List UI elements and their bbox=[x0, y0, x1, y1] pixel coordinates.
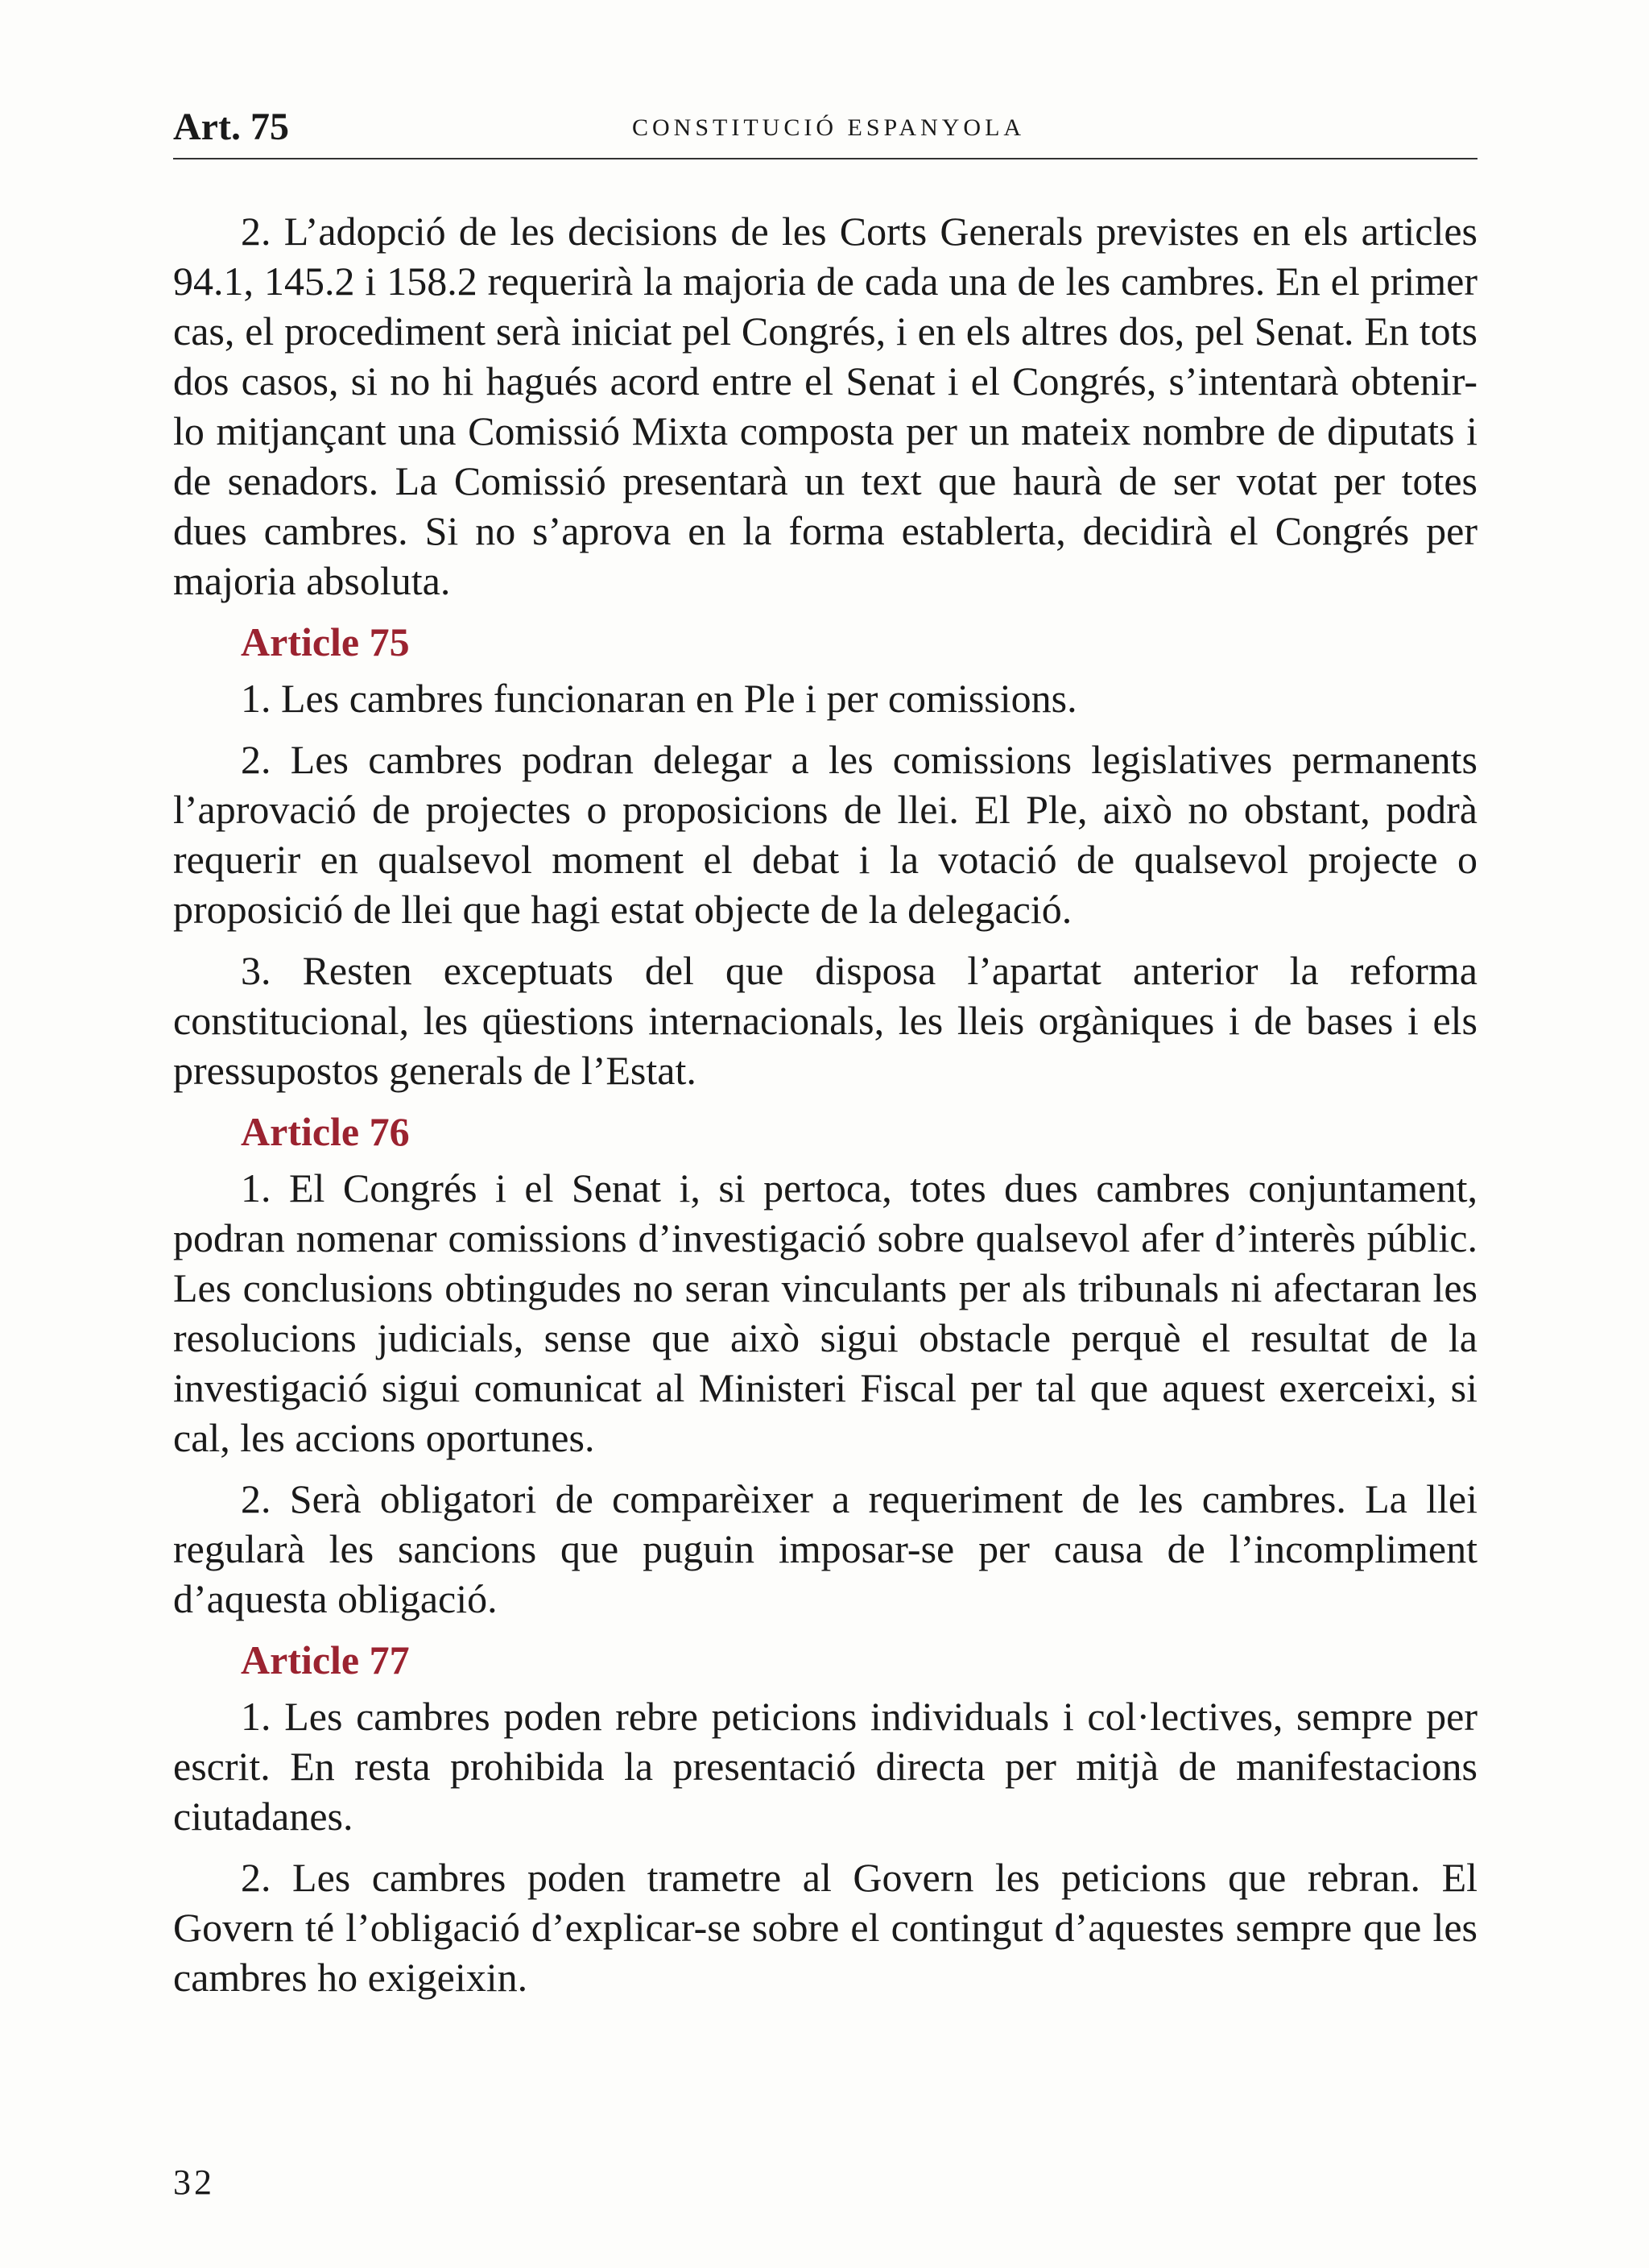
header-rule bbox=[173, 158, 1477, 159]
paragraph: 1. Les cambres funcionaran en Ple i per comissions. bbox=[241, 676, 1077, 721]
paragraph: 2. L’adopció de les decisions de les Corts Generals previstes en els articles 94.1, 145.2 i 158.2 requerirà la majoria de cada una de les cambres. En el primer cas, el procediment serà iniciat pel Congrés, i en els altres dos, pel Senat. En tots dos casos, si no hi hagués acord entre el Senat i el Congrés, s’intentarà obtenir-lo mitjançant una Comissió Mixta composta per un mateix nombre de diputats i de senadors. La Comissió presentarà un text que haurà de ser votat per totes dues cambres. Si no s’aprova en la forma establerta, decidirà el Congrés per majoria absoluta. bbox=[173, 209, 1477, 603]
paragraph: 1. El Congrés i el Senat i, si pertoca, totes dues cambres conjuntament, podran nomenar comissions d’investigació sobre qualsevol afer d’interès públic. Les conclusions obtingudes no seran vinculants per als tribunals ni afectaran les resolucions judicials, sense que això sigui obstacle perquè el resultat de la investigació sigui comunicat al Ministeri Fiscal per tal que aquest exerceixi, si cal, les accions oportunes. bbox=[173, 1165, 1477, 1460]
paragraph: 3. Resten exceptuats del que disposa l’apartat anterior la reforma constitucional, les qüestions internacionals, les lleis orgàniques i de bases i els pressupostos generals de l’Estat. bbox=[173, 948, 1477, 1093]
paragraph: 1. Les cambres poden rebre peticions individuals i col·lectives, sempre per escrit. En resta prohibida la presentació directa per mitjà de manifestacions ciutadanes. bbox=[173, 1694, 1477, 1839]
article-heading: Article 76 bbox=[241, 1109, 410, 1154]
page-number: 32 bbox=[173, 2162, 215, 2202]
article-heading: Article 77 bbox=[241, 1637, 410, 1682]
article-75 bbox=[173, 617, 1477, 1095]
page-header bbox=[173, 103, 1477, 151]
paragraph: 2. Les cambres poden trametre al Govern les peticions que rebran. El Govern té l’obligació d’explicar-se sobre el contingut d’aquestes sempre que les cambres ho exigeixin. bbox=[173, 1855, 1477, 2000]
paragraph: 2. Serà obligatori de comparèixer a requeriment de les cambres. La llei regularà les sancions que puguin imposar-se per causa de l’incompliment d’aquesta obligació. bbox=[173, 1476, 1477, 1621]
article-76 bbox=[173, 1107, 1477, 1624]
article-heading: Article 75 bbox=[241, 619, 410, 664]
article-reference: Art. 75 bbox=[173, 106, 289, 148]
running-title: CONSTITUCIÓ ESPANYOLA bbox=[632, 114, 1026, 141]
paragraph: 2. Les cambres podran delegar a les comissions legislatives permanents l’aprovació de projectes o proposicions de llei. El Ple, això no obstant, podrà requerir en qualsevol moment el debat i la votació de qualsevol projecte o proposició de llei que hagi estat objecte de la delegació. bbox=[173, 737, 1477, 932]
page-body bbox=[173, 206, 1477, 2013]
article-77 bbox=[173, 1635, 1477, 2002]
